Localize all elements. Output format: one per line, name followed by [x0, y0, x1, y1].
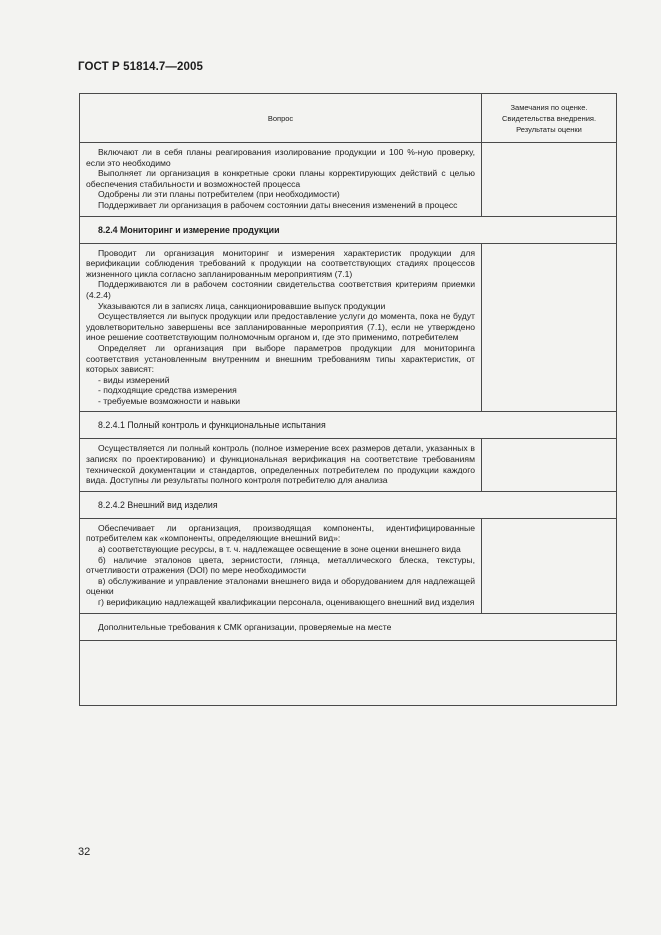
page-number: 32 [78, 846, 91, 858]
question-paragraph: Выполняет ли организация в конкретные сроки планы корректирующих действий с целью обеспечения стабильности и возможностей процесса [86, 168, 475, 189]
question-cell [80, 243, 482, 412]
results-cell[interactable] [482, 518, 617, 613]
question-cell [80, 143, 482, 217]
section-row [80, 491, 617, 518]
table-row [80, 518, 617, 613]
results-cell[interactable] [482, 439, 617, 491]
audit-checklist-table [79, 93, 617, 706]
column-header-results-line: Замечания по оценке. [510, 102, 588, 112]
list-item: - виды измерений [86, 375, 475, 386]
question-paragraph: г) верификацию надлежащей квалификации персонала, оценивающего внешний вид изделия [98, 597, 475, 607]
question-paragraph: Поддерживает ли организация в рабочем состоянии даты внесения изменений в процесс [98, 199, 458, 210]
table-row [80, 143, 617, 217]
section-row [80, 613, 617, 640]
question-paragraph: Обеспечивает ли организация, производящая компоненты, идентифицированные потребителем как «компоненты, определяющие внешний вид»: [86, 522, 475, 544]
question-paragraph: б) наличие эталонов цвета, зернистости, глянца, металлического блеска, текстуры, отчетливости отражения (DOI) по мере необходимости [86, 554, 475, 576]
question-paragraph: Осуществляется ли выпуск продукции или предоставление услуги до момента, пока не будут удовлетворительно завершены все запланированные мероприятия (7.1), если не утверждено иное решение соответствующим полномочным органом и, где это применимо, потребителем [86, 311, 475, 343]
column-header-results-line: Результаты оценки [516, 124, 582, 134]
section-heading: 8.2.4.1 Полный контроль и функциональные испытания [80, 412, 617, 439]
section-row [80, 216, 617, 243]
results-cell[interactable] [482, 143, 617, 217]
document-header: ГОСТ Р 51814.7—2005 [78, 61, 203, 73]
question-paragraph: Поддерживаются ли в рабочем состоянии свидетельства соответствия критериям приемки (4.2.4) [86, 279, 475, 300]
list-item: - подходящие средства измерения [86, 385, 475, 396]
question-cell [80, 439, 482, 491]
question-paragraph: Осуществляется ли полный контроль (полное измерение всех размеров детали, указанных в записях по проектированию) и функциональная верификация на соответствие требованиям технической документации и стандартов, определенных потребителем по продукции каждого вида. Доступны ли результаты полного контроля потребителю для анализа [86, 443, 475, 486]
section-heading: 8.2.4.2 Внешний вид изделия [80, 491, 617, 518]
question-paragraph: в) обслуживание и управление эталонами внешнего вида и оборудованием для надлежащей оценки [86, 575, 475, 597]
question-paragraph: Указываются ли в записях лица, санкционировавшие выпуск продукции [98, 300, 386, 311]
table-row [80, 439, 617, 491]
table-row [80, 640, 617, 705]
question-paragraph: а) соответствующие ресурсы, в т. ч. надлежащее освещение в зоне оценки внешнего вида [98, 544, 461, 555]
column-header-results-line: Свидетельства внедрения. [501, 113, 597, 123]
question-paragraph: Определяет ли организация при выборе параметров продукции для мониторинга соответствия установленным внутренним и внешним требованиям типы характеристик, от которых зависят: [86, 342, 475, 375]
results-cell[interactable] [482, 243, 617, 412]
empty-notes-cell[interactable] [80, 640, 617, 705]
additional-requirements-heading: Дополнительные требования к СМК организации, проверяемые на месте [80, 613, 617, 640]
characteristics-list [86, 375, 475, 407]
column-header-question: Вопрос [80, 94, 482, 143]
column-header-results [482, 94, 617, 143]
section-heading: 8.2.4 Мониторинг и измерение продукции [80, 216, 617, 243]
question-paragraph: Одобрены ли эти планы потребителем (при необходимости) [98, 189, 340, 200]
table-header-row [80, 94, 617, 143]
question-paragraph: Проводит ли организация мониторинг и измерения характеристик продукции для верификации соблюдения требований к продукции на соответствующих стадиях процессов жизненного цикла согласно запланированным мероприятиям (7.1) [86, 247, 475, 279]
question-paragraph: Включают ли в себя планы реагирования изолирование продукции и 100 %-ную проверку, если это необходимо [86, 147, 475, 168]
section-row [80, 412, 617, 439]
list-item: - требуемые возможности и навыки [86, 396, 475, 407]
question-cell [80, 518, 482, 613]
table-row [80, 243, 617, 412]
